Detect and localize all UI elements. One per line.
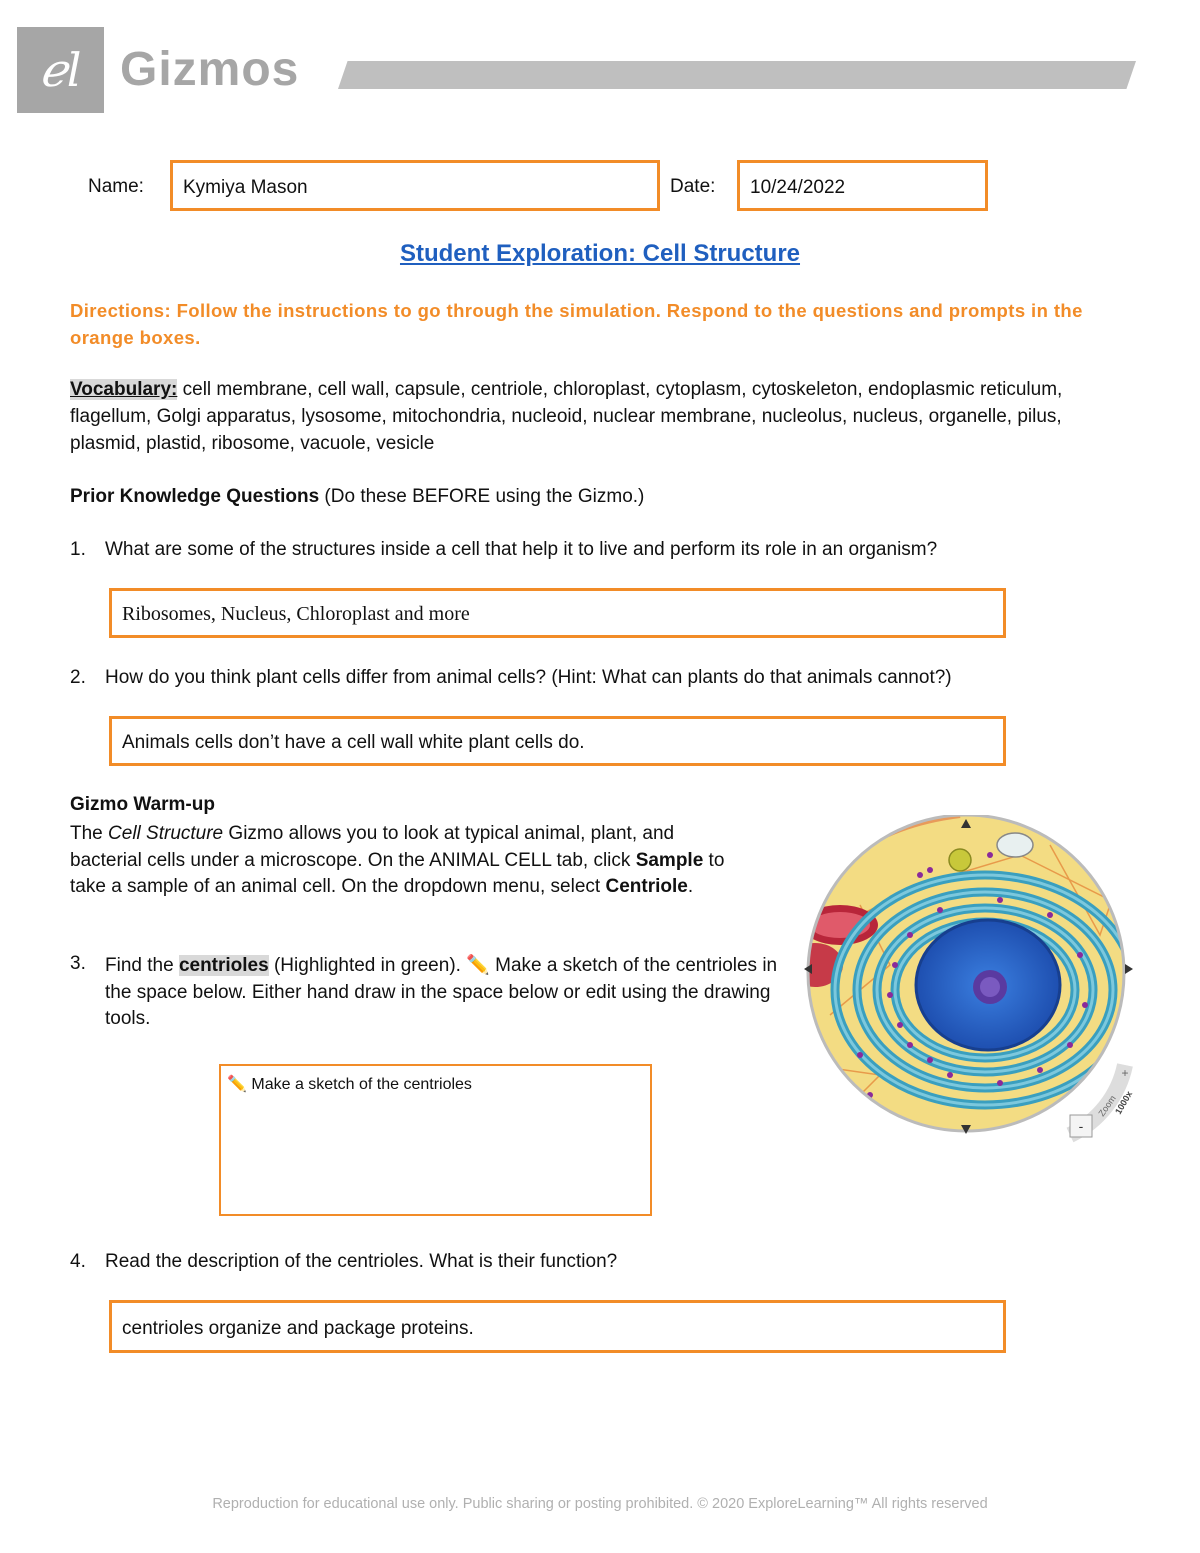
question-text: Read the description of the centrioles. What is their function? (105, 1251, 618, 1272)
answer-box-1[interactable] (109, 588, 1006, 638)
vocabulary-terms: cell membrane, cell wall, capsule, centriole, chloroplast, cytoplasm, cytoskeleton, endoplasmic reticulum, flagellum, Golgi apparatus, lysosome, mitochondria, nucleoid, nuclear membrane, nucleolus, nucleus, organelle, pilus, plasmid, plastid, ribosome, vacuole, vesicle (70, 379, 1063, 454)
answer-text: Ribosomes, Nucleus, Chloroplast and more (122, 603, 470, 625)
vocabulary (70, 376, 1130, 457)
sketch-prompt: ✏️ Make a sketch of the centrioles (227, 1076, 472, 1093)
question-text: How do you think plant cells differ from animal cells? (Hint: What can plants do that animals cannot?) (105, 667, 952, 688)
zoom-label: Zoom (1096, 1093, 1118, 1119)
logo (17, 27, 104, 113)
animal-cell-image (800, 815, 1140, 1145)
warmup-text-part: . (687, 876, 694, 897)
vocabulary-label: Vocabulary: (70, 379, 178, 400)
answer-text: centrioles organize and package proteins. (122, 1318, 474, 1339)
centrioles-highlight: centrioles (178, 955, 269, 976)
directions: Directions: Follow the instructions to go through the simulation. Respond to the questions and prompts in the orange boxes. (70, 300, 1083, 348)
zoom-value: 1000x (1113, 1089, 1135, 1116)
prior-knowledge-heading (70, 486, 644, 508)
date-label: Date: (670, 176, 716, 197)
name-label: Name: (88, 176, 144, 197)
question-number: 3. (70, 953, 86, 974)
name-field[interactable] (170, 160, 660, 211)
prior-note: (Do these BEFORE using the Gizmo.) (319, 486, 645, 507)
question-2 (70, 667, 1130, 691)
question-number: 2. (70, 667, 86, 688)
zoom-in-icon[interactable]: + (1121, 1066, 1129, 1080)
brand-name: Gizmos (120, 43, 300, 96)
question-text-part: Find the (105, 955, 179, 976)
name-value: Kymiya Mason (183, 177, 308, 198)
logo-glyph: ℯl (39, 43, 82, 97)
page-title: Student Exploration: Cell Structure (399, 240, 801, 267)
centriole-keyword: Centriole (605, 876, 688, 897)
warmup-heading: Gizmo Warm-up (70, 794, 215, 815)
question-1 (70, 539, 1130, 563)
prior-heading: Prior Knowledge Questions (70, 486, 320, 507)
answer-text: Animals cells don’t have a cell wall white plant cells do. (122, 732, 585, 753)
question-text-part: (Highlighted in green). ✏️ Make a sketch of the centrioles in the space below. Either hand draw in the space below or edit using the drawing tools. (105, 955, 778, 1029)
footer: Reproduction for educational use only. Public sharing or posting prohibited. © 2020 ExploreLearning™ All rights reserved (212, 1496, 988, 1512)
answer-box-2[interactable] (109, 716, 1006, 766)
date-value: 10/24/2022 (750, 177, 846, 198)
question-text: What are some of the structures inside a cell that help it to live and perform its role in an organism? (105, 539, 938, 560)
question-3-text (105, 953, 795, 1033)
answer-box-4[interactable] (109, 1300, 1006, 1353)
warmup-text-part: Gizmo allows you to look at typical animal, plant, and bacterial cells under a microscope. On the ANIMAL CELL tab, click (70, 823, 675, 871)
warmup-text-part: to take a sample of an animal cell. On the dropdown menu, select (70, 849, 725, 897)
warmup-text (70, 821, 730, 901)
gizmo-name: Cell Structure (108, 823, 224, 844)
warmup-text-part: The (70, 823, 109, 844)
question-number: 1. (70, 539, 86, 560)
zoom-out-icon[interactable]: - (1078, 1118, 1084, 1134)
sketch-box[interactable] (219, 1064, 652, 1216)
question-number: 4. (70, 1251, 86, 1272)
header-bar (338, 61, 1136, 89)
date-field[interactable] (737, 160, 988, 211)
sample-keyword: Sample (635, 849, 704, 871)
question-4 (70, 1251, 1130, 1275)
